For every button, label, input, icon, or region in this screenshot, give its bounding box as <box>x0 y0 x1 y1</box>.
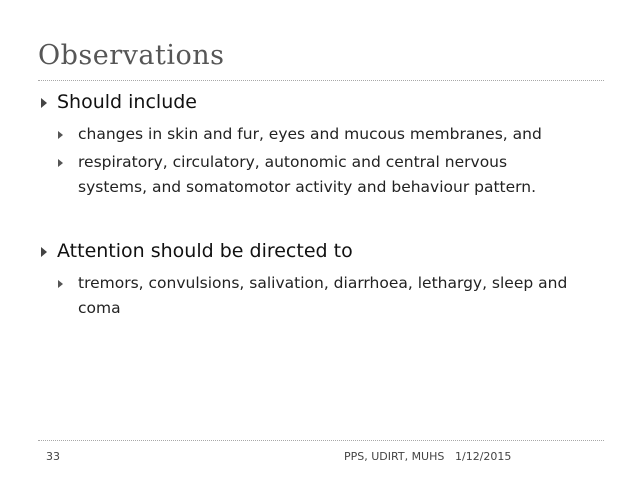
sub-bullet-item: respiratory, circulatory, autonomic and central nervous systems, and somatomotor activity and behaviour pattern. <box>78 153 537 196</box>
slide-title: Observations <box>38 40 225 71</box>
sub-bullet-arrow-icon <box>58 280 63 288</box>
bullet-item: Attention should be directed to <box>57 240 353 262</box>
footer-date: 1/12/2015 <box>455 450 512 463</box>
sub-bullet-arrow-icon <box>58 131 63 139</box>
sub-bullet-arrow-icon <box>58 159 63 167</box>
page-number: 33 <box>46 450 60 463</box>
sub-bullet-item: changes in skin and fur, eyes and mucous membranes, and <box>78 125 542 143</box>
footer-organization: PPS, UDIRT, MUHS <box>344 450 445 463</box>
footer-divider <box>38 440 604 441</box>
sub-bullet-item: tremors, convulsions, salivation, diarrhoea, lethargy, sleep and coma <box>78 274 568 317</box>
bullet-item: Should include <box>57 91 197 113</box>
bullet-arrow-icon <box>41 98 47 108</box>
bullet-arrow-icon <box>41 247 47 257</box>
title-divider <box>38 80 604 81</box>
